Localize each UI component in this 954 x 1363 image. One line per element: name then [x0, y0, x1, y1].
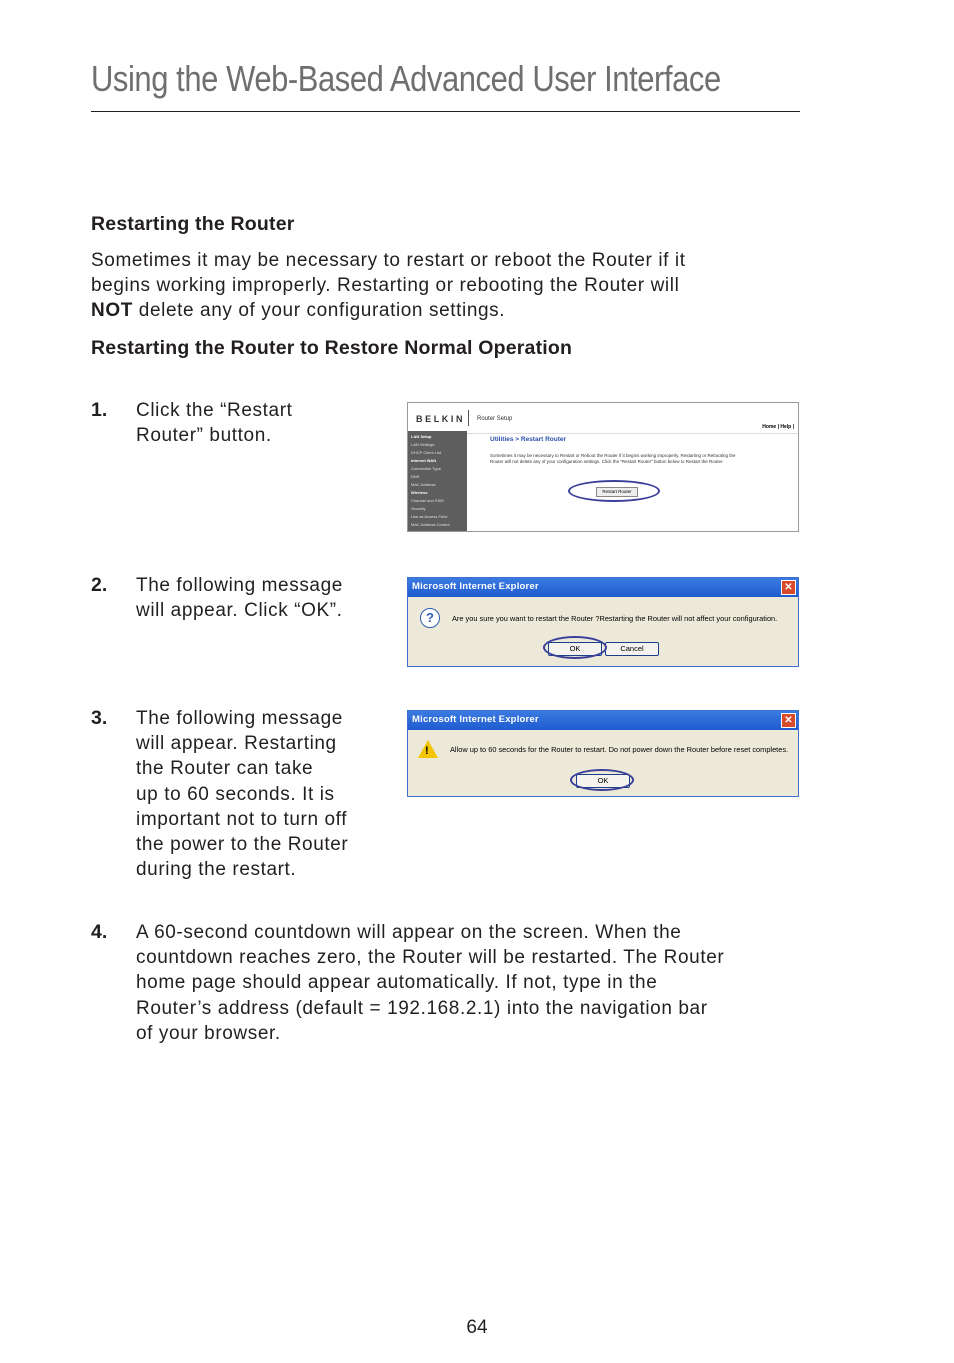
- title-divider: [91, 111, 800, 112]
- step-line: Click the “Restart: [136, 400, 293, 421]
- step-line: the power to the Router: [136, 834, 349, 856]
- section-heading: Restarting the Router: [91, 213, 295, 235]
- step-line: during the restart.: [136, 859, 297, 881]
- router-setup-label: Router Setup: [477, 416, 513, 422]
- highlight-ring: [543, 636, 607, 659]
- sidebar-item-dhcp-client-list[interactable]: DHCP Client List: [411, 450, 441, 455]
- question-icon: ?: [420, 608, 440, 628]
- router-header: [408, 403, 798, 434]
- step-line: The following message: [136, 575, 343, 596]
- belkin-logo: BELKIN: [416, 414, 466, 424]
- highlight-ring: [568, 480, 660, 502]
- step-text: [136, 920, 836, 1046]
- dialog-message: Allow up to 60 seconds for the Router to restart. Do not power down the Router before reset completes.: [450, 745, 789, 754]
- router-restart-screenshot: [407, 402, 799, 532]
- sidebar-item-connection-type[interactable]: Connection Type: [411, 466, 441, 471]
- step-line: Router” button.: [136, 425, 272, 447]
- cancel-button[interactable]: Cancel: [605, 642, 659, 656]
- breadcrumb: Utilities > Restart Router: [490, 436, 567, 443]
- sidebar-item-wireless[interactable]: Wireless: [411, 490, 428, 495]
- step-line: home page should appear automatically. If not, type in the: [136, 972, 658, 994]
- dialog-title: Microsoft Internet Explorer: [412, 581, 539, 592]
- page-title: Using the Web-Based Advanced User Interface: [91, 58, 721, 99]
- intro-line: [91, 298, 811, 323]
- page-number: 64: [466, 1317, 488, 1338]
- sidebar-item-lan-setup[interactable]: LAN Setup: [411, 434, 432, 439]
- header-divider: [468, 410, 469, 426]
- step-number: 3.: [91, 707, 108, 729]
- step-line: countdown reaches zero, the Router will be restarted. The Router: [136, 947, 725, 969]
- sidebar-item-security[interactable]: Security: [411, 506, 426, 511]
- confirm-restart-dialog: [407, 577, 799, 667]
- step-line: will appear. Restarting: [136, 733, 337, 755]
- intro-paragraph: [91, 248, 811, 324]
- restart-router-button[interactable]: Restart Router: [596, 487, 638, 497]
- step-line: the Router can take: [136, 758, 314, 780]
- step-number: 4.: [91, 921, 108, 943]
- sidebar-item-mac-address[interactable]: MAC Address: [411, 482, 436, 487]
- step-number: 1.: [91, 399, 108, 421]
- close-icon[interactable]: ✕: [781, 580, 796, 595]
- restart-message: Sometimes it may be necessary to Restart or Reboot the Router if it begins working improperly. Restarting or Rebooting the Router will not delete any of your configuration settings. Click the "Restart Router" button below to Restart the Router.: [490, 453, 736, 464]
- warning-icon: !: [418, 740, 438, 758]
- step-line: of your browser.: [136, 1022, 281, 1044]
- step-line: A 60-second countdown will appear on the screen. When the: [136, 922, 682, 943]
- dialog-title: Microsoft Internet Explorer: [412, 714, 539, 725]
- emphasis-text: NOT: [91, 300, 133, 322]
- step-text: [136, 398, 293, 448]
- home-help-links[interactable]: Home | Help |: [762, 424, 794, 430]
- step-line: up to 60 seconds. It is: [136, 783, 335, 805]
- section-subheading: Restarting the Router to Restore Normal Operation: [91, 337, 573, 359]
- sidebar-item-access-point[interactable]: Use as Access Point: [411, 514, 448, 519]
- close-icon[interactable]: ✕: [781, 713, 796, 728]
- router-sidebar: [408, 431, 467, 531]
- ok-button[interactable]: OK: [548, 642, 602, 656]
- ok-button[interactable]: OK: [576, 774, 630, 788]
- step-text: [136, 706, 348, 882]
- sidebar-item-internet-wan[interactable]: Internet WAN: [411, 458, 437, 463]
- step-text: [136, 573, 343, 623]
- intro-tail: delete any of your configuration settings.: [132, 300, 506, 322]
- restart-wait-dialog: [407, 710, 799, 797]
- sidebar-item-channel-ssid[interactable]: Channel and SSID: [411, 498, 445, 503]
- sidebar-item-lan-settings[interactable]: LAN Settings: [411, 442, 435, 447]
- step-number: 2.: [91, 574, 108, 596]
- step-line: important not to turn off: [136, 808, 348, 830]
- step-line: will appear. Click “OK”.: [136, 600, 343, 622]
- intro-line: Sometimes it may be necessary to restart or reboot the Router if it: [91, 250, 686, 271]
- dialog-message: Are you sure you want to restart the Router ?Restarting the Router will not affect your configuration.: [452, 614, 778, 623]
- step-line: The following message: [136, 708, 343, 729]
- highlight-ring: [570, 769, 634, 791]
- step-line: Router’s address (default = 192.168.2.1) into the navigation bar: [136, 997, 708, 1019]
- sidebar-item-mac-control[interactable]: MAC Address Control: [411, 522, 450, 527]
- sidebar-item-dns[interactable]: DNS: [411, 474, 420, 479]
- intro-line: begins working improperly. Restarting or rebooting the Router will: [91, 275, 680, 297]
